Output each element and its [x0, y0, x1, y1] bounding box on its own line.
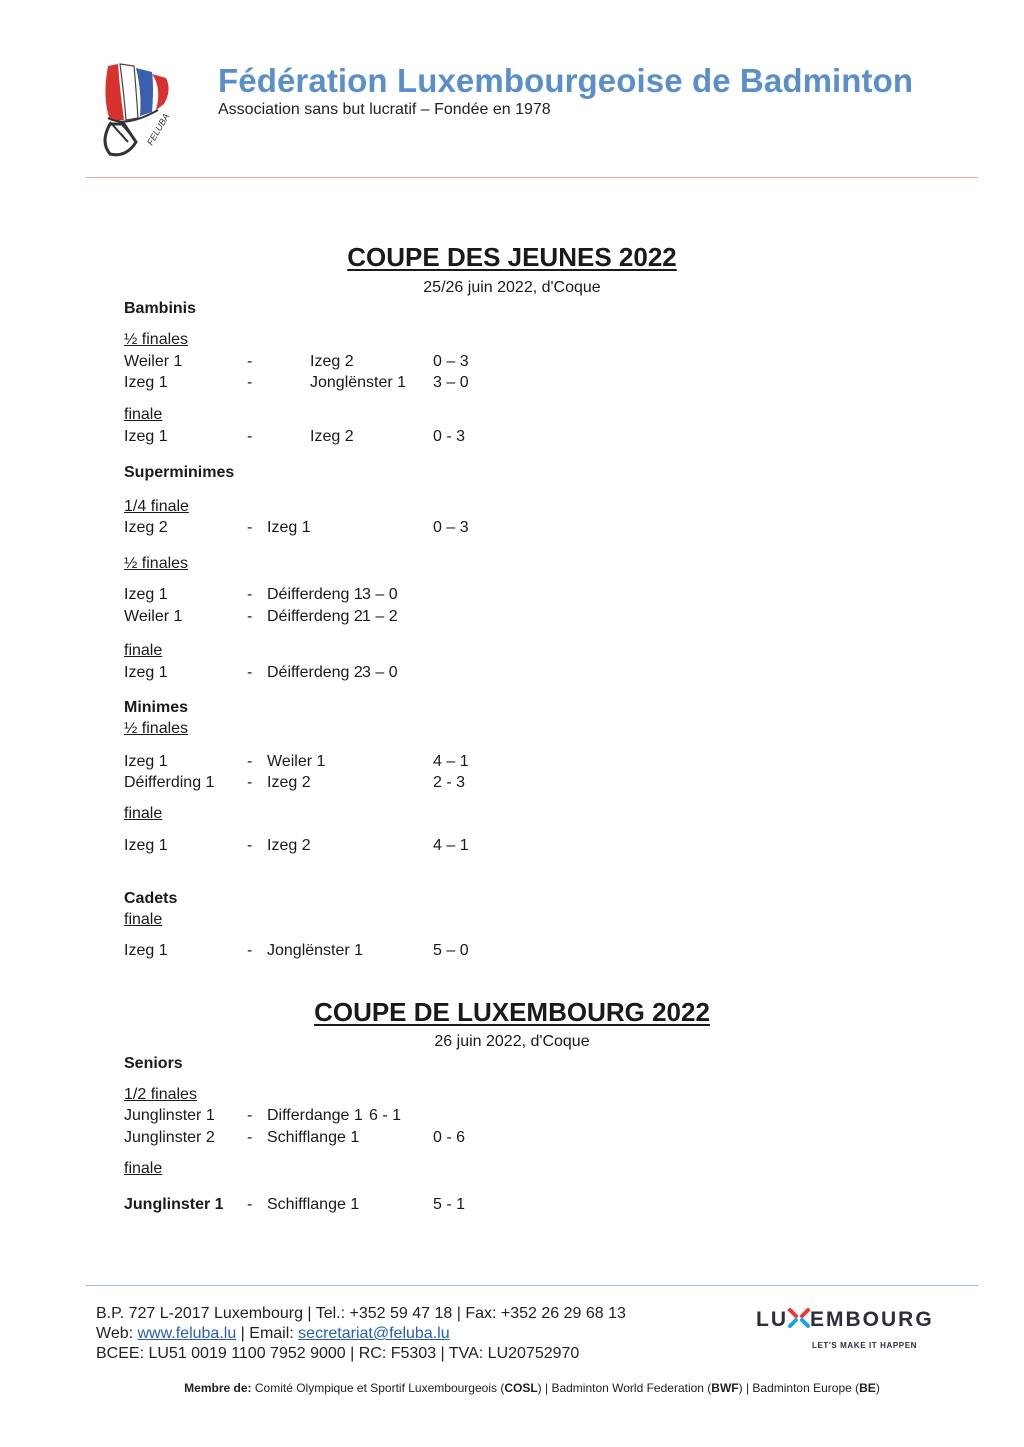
- score: 2 - 3: [433, 774, 466, 791]
- separator: -: [247, 837, 253, 854]
- separator: -: [247, 1196, 253, 1213]
- feluba-logo: [96, 58, 176, 158]
- round-label: 1/4 finale: [124, 498, 189, 515]
- separator: -: [247, 374, 253, 391]
- team2: Izeg 1: [267, 519, 311, 536]
- footer-membership: Membre de: Comité Olympique et Sportif Luxembourgeois (COSL) | Badminton World Federation (BWF) | Badminton Europe (BE): [184, 1381, 880, 1395]
- team1: Izeg 2: [124, 519, 168, 536]
- category-minimes: Minimes: [124, 699, 189, 716]
- team2: Izeg 2: [310, 428, 354, 445]
- round-label: finale: [124, 911, 163, 928]
- round-label: ½ finales: [124, 555, 189, 572]
- header-divider: [86, 177, 978, 178]
- score: 3 – 0: [362, 586, 398, 603]
- match-row: [0, 1107, 600, 1127]
- team1: Izeg 1: [124, 837, 168, 854]
- round-label: ½ finales: [124, 720, 189, 737]
- separator: -: [247, 608, 253, 625]
- team1: Izeg 1: [124, 942, 168, 959]
- score: 0 – 3: [433, 353, 469, 370]
- separator: -: [247, 519, 253, 536]
- match-row: [0, 608, 600, 628]
- team2: Déifferdeng 1: [267, 586, 363, 603]
- luxembourg-brand-logo: [756, 1308, 934, 1352]
- lux-tagline: LET'S MAKE IT HAPPEN: [812, 1341, 918, 1350]
- team2: Jonglënster 1: [310, 374, 407, 391]
- email-label: | Email:: [236, 1325, 299, 1342]
- match-row: [0, 519, 600, 539]
- coupe-luxembourg-date: 26 juin 2022, d'Coque: [434, 1033, 590, 1050]
- separator: -: [247, 353, 253, 370]
- team2: Differdange 1: [267, 1107, 363, 1124]
- team2: Izeg 2: [267, 837, 311, 854]
- email-link[interactable]: secretariat@feluba.lu: [298, 1325, 450, 1342]
- footer-address: B.P. 727 L-2017 Luxembourg | Tel.: +352 59 47 18 | Fax: +352 26 29 68 13: [96, 1305, 626, 1322]
- team1: Izeg 1: [124, 753, 168, 770]
- team1: Izeg 1: [124, 428, 168, 445]
- match-row: [0, 586, 600, 606]
- org-name: Fédération Luxembourgeoise de Badminton: [218, 62, 914, 99]
- category-superminimes: Superminimes: [124, 464, 235, 481]
- team1: Izeg 1: [124, 586, 168, 603]
- separator: -: [247, 664, 253, 681]
- shuttlecock-icon: [105, 64, 172, 155]
- team1: Izeg 1: [124, 664, 168, 681]
- score: 6 - 1: [369, 1107, 402, 1124]
- match-row: [0, 1196, 600, 1216]
- match-row: [0, 1129, 600, 1149]
- coupe-jeunes-title: COUPE DES JEUNES 2022: [347, 242, 677, 272]
- team2: Schifflange 1: [267, 1129, 360, 1146]
- score: 0 – 3: [433, 519, 469, 536]
- category-bambinis: Bambinis: [124, 300, 197, 317]
- score: 3 – 0: [433, 374, 469, 391]
- round-label: finale: [124, 1160, 163, 1177]
- team2: Izeg 2: [310, 353, 354, 370]
- coupe-jeunes-date: 25/26 juin 2022, d'Coque: [423, 279, 601, 296]
- web-label: Web:: [96, 1325, 138, 1342]
- team1: Weiler 1: [124, 608, 183, 625]
- team1: Déifferding 1: [124, 774, 215, 791]
- match-row: [0, 753, 600, 773]
- footer-contact: [96, 1325, 450, 1343]
- footer-divider: [86, 1285, 978, 1286]
- coupe-luxembourg-title: COUPE DE LUXEMBOURG 2022: [314, 997, 710, 1027]
- x-mark-icon: [788, 1308, 810, 1328]
- footer-bank: BCEE: LU51 0019 1100 7952 9000 | RC: F5303 | TVA: LU20752970: [96, 1345, 580, 1362]
- score: 4 – 1: [433, 837, 469, 854]
- team2: Déifferdeng 2: [267, 664, 363, 681]
- score: 1 – 2: [362, 608, 398, 625]
- match-row: [0, 428, 600, 448]
- category-seniors: Seniors: [124, 1055, 183, 1072]
- match-row: [0, 664, 600, 684]
- team1: Junglinster 1: [124, 1107, 215, 1124]
- score: 5 - 1: [433, 1196, 466, 1213]
- separator: -: [247, 774, 253, 791]
- separator: -: [247, 942, 253, 959]
- separator: -: [247, 753, 253, 770]
- match-row: [0, 837, 600, 857]
- separator: -: [247, 1129, 253, 1146]
- category-cadets: Cadets: [124, 890, 178, 907]
- score: 0 - 6: [433, 1129, 466, 1146]
- round-label: finale: [124, 805, 163, 822]
- org-subtitle: Association sans but lucratif – Fondée en 1978: [218, 101, 551, 118]
- team2: Schifflange 1: [267, 1196, 360, 1213]
- round-label: 1/2 finales: [124, 1086, 197, 1103]
- team1: Weiler 1: [124, 353, 183, 370]
- separator: -: [247, 586, 253, 603]
- score: 4 – 1: [433, 753, 469, 770]
- team2: Jonglënster 1: [267, 942, 364, 959]
- separator: -: [247, 428, 253, 445]
- team1: Junglinster 2: [124, 1129, 215, 1146]
- score: 3 – 0: [362, 664, 398, 681]
- logo-text: FELUBA: [145, 111, 172, 147]
- score: 5 – 0: [433, 942, 469, 959]
- match-row: [0, 774, 600, 794]
- match-row: [0, 353, 600, 373]
- team2: Déifferdeng 2: [267, 608, 363, 625]
- team2: Izeg 2: [267, 774, 311, 791]
- round-label: finale: [124, 406, 163, 423]
- team2: Weiler 1: [267, 753, 326, 770]
- round-label: ½ finales: [124, 331, 189, 348]
- match-row: [0, 374, 600, 394]
- team1: Izeg 1: [124, 374, 168, 391]
- team1: Junglinster 1: [124, 1196, 224, 1213]
- web-link[interactable]: www.feluba.lu: [137, 1325, 237, 1342]
- round-label: finale: [124, 642, 163, 659]
- score: 0 - 3: [433, 428, 466, 445]
- match-row: [0, 942, 600, 962]
- lux-wordmark: LU EMBOURG: [756, 1308, 934, 1331]
- separator: -: [247, 1107, 253, 1124]
